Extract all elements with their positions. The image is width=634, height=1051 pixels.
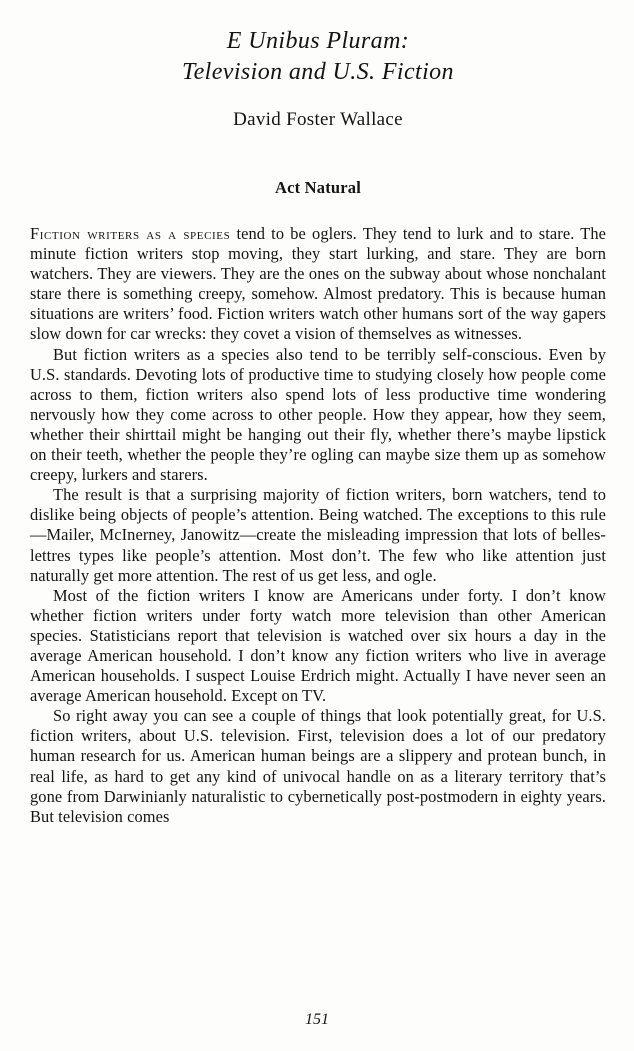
section-heading: Act Natural: [274, 178, 362, 197]
title-line-1: E Unibus Pluram:: [226, 28, 410, 54]
title-line-2: Television and U.S. Fiction: [182, 59, 454, 85]
paragraph-1-text: tend to be oglers. They tend to lurk and to stare. The minute fiction writers stop moving, they start lurking, and stare. They are born watchers. They are viewers. They are the ones on the subway about whose nonchalant stare there is something creepy, somehow. Almost predatory. This is because human situations are writers’ food. Fiction writers watch other humans sort of the way gapers slow down for car wrecks: they covet a vision of themselves as witnesses.: [30, 224, 606, 344]
paragraph-5: So right away you can see a couple of things that look potentially great, for U.S. fiction writers, about U.S. television. First, television does a lot of our predatory human research for us. American human beings are a slippery and protean bunch, in real life, as hard to get any kind of univocal handle on as a literary territory that’s gone from Darwinianly naturalistic to cybernetically post-postmodern in eighty years. But television comes: [30, 706, 606, 826]
paragraph-4: Most of the fiction writers I know are Americans under forty. I don’t know whether fiction writers under forty watch more television than other American species. Statisticians report that television is watched over six hours a day in the average American household. I don’t know any fiction writers who live in average American households. I suspect Louise Erdrich might. Actually I have never seen an average American household. Except on TV.: [30, 585, 606, 706]
essay-body: [30, 224, 606, 827]
paragraph-1: [30, 224, 606, 345]
paragraph-1-smallcaps-lead: Fiction writers as a species: [30, 224, 231, 243]
paragraph-2: But fiction writers as a species also tend to be terribly self-conscious. Even by U.S. standards. Devoting lots of productive time to studying closely how people come across to them, fiction writers also spend lots of less productive time wondering nervously how they come across to other people. How they appear, how they seem, whether their shirttail might be hanging out their fly, whether there’s maybe lipstick on their teeth, whether the people they’re ogling can maybe size them up as somehow creepy, lurkers and starers.: [30, 344, 606, 485]
author-name: David Foster Wallace: [233, 109, 403, 130]
paragraph-3: The result is that a surprising majority of fiction writers, born watchers, tend to dislike being objects of people’s attention. Being watched. The exceptions to this rule—Mailer, McInerney, Janowitz—create the misleading impression that lots of belles-lettres types like people’s attention. Most don’t. The few who like attention just naturally get more attention. The rest of us get less, and ogle.: [30, 485, 606, 585]
page-number: 151: [305, 1011, 329, 1028]
essay-title: [30, 26, 606, 88]
